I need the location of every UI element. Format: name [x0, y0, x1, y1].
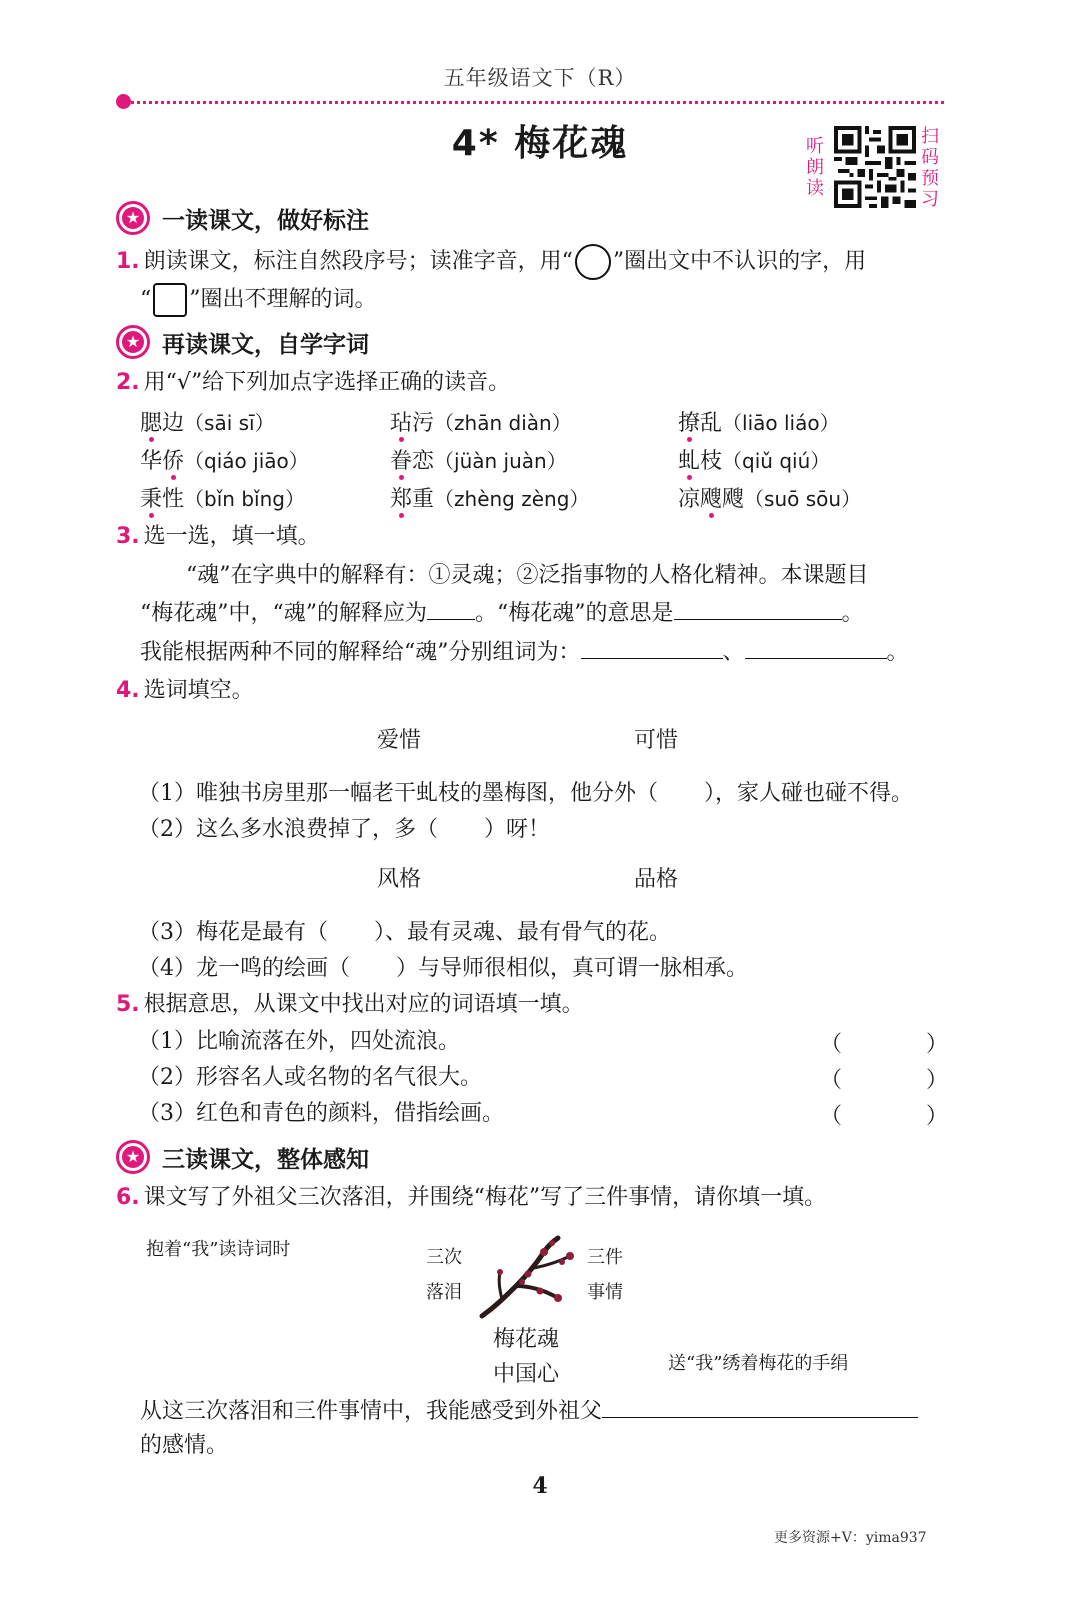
word-option: 品格 [634, 867, 679, 892]
pinyin-choice-item[interactable]: 虬枝（qiǔ qiú） [678, 449, 831, 474]
pinyin-choice-item[interactable]: 玷污（zhān diàn） [390, 411, 572, 436]
section-title: 一读课文，做好标注 [162, 207, 369, 234]
emphasis-dot-char: 飕 [700, 487, 723, 512]
pinyin-options[interactable]: （zhèng zèng） [434, 487, 590, 511]
answer-blank[interactable] [427, 619, 475, 620]
star-badge-icon: ★ [116, 325, 150, 359]
emphasis-dot-char: 眷 [390, 449, 413, 474]
q4-sentence-2: （2）这么多水浪费掉了，多（ ）呀！ [138, 817, 551, 842]
q4-sentence-4: （4）龙一鸣的绘画（ ）与导师很相似，真可谓一脉相承。 [138, 956, 749, 981]
page-header: 五年级语文下（R） [443, 66, 637, 90]
q3-line-1: “魂”在字典中的解释有：①灵魂；②泛指事物的人格化精神。本课题目 [186, 563, 869, 588]
section-title: 再读课文，自学字词 [162, 331, 369, 358]
star-badge-icon: ★ [116, 1140, 150, 1174]
diagram-center-left-2: 落泪 [426, 1282, 462, 1303]
answer-paren-close: ） [926, 1104, 949, 1129]
section-3-heading [116, 1137, 369, 1177]
pinyin-options[interactable]: （bǐn bǐng） [184, 487, 305, 511]
diagram-left-label: 抱着“我”读诗词时 [146, 1239, 291, 1260]
q4-sentence-1: （1）唯独书房里那一幅老干虬枝的墨梅图，他分外（ ），家人碰也碰不得。 [138, 781, 914, 806]
q3-line-2: “梅花魂”中，“魂”的解释应为 。“梅花魂”的意思是 。 [140, 601, 864, 626]
answer-paren-close: ） [926, 1032, 949, 1057]
section-1-heading [116, 198, 369, 238]
pinyin-options[interactable]: （qiáo jiāo） [184, 449, 309, 473]
answer-paren-open[interactable]: （ [820, 1032, 843, 1057]
q1-line-2: “ ”圈出不理解的词。 [140, 283, 377, 317]
section-title: 三读课文，整体感知 [162, 1146, 369, 1173]
q2-prompt: 2. 用“√”给下列加点字选择正确的读音。 [116, 370, 511, 395]
pinyin-choice-item[interactable]: 郑重（zhèng zèng） [390, 487, 590, 512]
diagram-right-label: 送“我”绣着梅花的手绢 [668, 1353, 849, 1374]
star-badge-icon: ★ [116, 201, 150, 235]
diagram-center-right-1: 三件 [587, 1247, 623, 1268]
diagram-center-title-1: 梅花魂 [493, 1327, 560, 1352]
diagram-center-left-1: 三次 [426, 1247, 462, 1268]
page-number: 4 [532, 1473, 548, 1499]
pinyin-choice-item[interactable]: 眷恋（jüàn juàn） [390, 449, 567, 474]
emphasis-dot-char: 秉 [140, 487, 163, 512]
answer-blank[interactable] [745, 658, 887, 659]
emphasis-dot-char: 腮 [140, 411, 163, 436]
circle-mark-icon [575, 244, 611, 280]
pinyin-choice-item[interactable]: 华侨（qiáo jiāo） [140, 449, 309, 474]
q6-prompt: 6. 课文写了外祖父三次落泪，并围绕“梅花”写了三件事情，请你填一填。 [116, 1185, 827, 1210]
answer-paren-open[interactable]: （ [820, 1104, 843, 1129]
q1-line-1: 1. 朗读课文，标注自然段序号；读准字音，用“ ”圈出文中不认识的字，用 [116, 244, 866, 280]
pinyin-options[interactable]: （suō sōu） [744, 487, 862, 511]
pinyin-choice-item[interactable]: 腮边（sāi sī） [140, 411, 275, 436]
answer-blank[interactable] [581, 658, 723, 659]
word-option: 爱惜 [377, 728, 422, 753]
q4-sentence-3: （3）梅花是最有（ ）、最有灵魂、最有骨气的花。 [138, 920, 672, 945]
emphasis-dot-char: 玷 [390, 411, 413, 436]
q5-prompt: 5. 根据意思，从课文中找出对应的词语填一填。 [116, 992, 584, 1017]
footer-note: 更多资源+V：yima937 [774, 1530, 927, 1546]
pinyin-choice-item[interactable]: 凉飕飕（suō sōu） [678, 487, 862, 512]
pinyin-choice-item[interactable]: 秉性（bǐn bǐng） [140, 487, 305, 512]
word-option: 风格 [377, 867, 422, 892]
pinyin-choice-item[interactable]: 撩乱（liāo liáo） [678, 411, 840, 436]
q3-line-3: 我能根据两种不同的解释给“魂”分别组词为： 、 。 [140, 640, 909, 665]
answer-blank[interactable] [674, 619, 842, 620]
emphasis-dot-char: 侨 [162, 449, 185, 474]
pinyin-options[interactable]: （sāi sī） [184, 411, 275, 435]
q5-item-1: （1）比喻流落在外，四处流浪。 [138, 1029, 460, 1054]
q4-prompt: 4. 选词填空。 [116, 678, 254, 703]
emphasis-dot-char: 虬 [678, 449, 701, 474]
emphasis-dot-char: 郑 [390, 487, 413, 512]
header-dotted-divider [124, 101, 944, 104]
qr-right-label: 扫码预习 [921, 126, 939, 210]
q5-item-2: （2）形容名人或名物的名气很大。 [138, 1065, 482, 1090]
plum-blossom-icon [478, 1234, 582, 1320]
lesson-title: 4* 梅花魂 [451, 123, 629, 164]
section-2-heading [116, 322, 369, 362]
word-option: 可惜 [634, 728, 679, 753]
pinyin-options[interactable]: （jüàn juàn） [434, 449, 567, 473]
q5-item-3: （3）红色和青色的颜料，借指绘画。 [138, 1101, 504, 1126]
answer-paren-close: ） [926, 1068, 949, 1093]
q6-feel-line-1: 从这三次落泪和三件事情中，我能感受到外祖父 [140, 1397, 918, 1427]
diagram-center-title-2: 中国心 [493, 1362, 560, 1387]
pinyin-options[interactable]: （qiǔ qiú） [722, 449, 831, 473]
diagram-center-right-2: 事情 [587, 1282, 623, 1303]
emphasis-dot-char: 撩 [678, 411, 701, 436]
pinyin-options[interactable]: （liāo liáo） [722, 411, 840, 435]
square-mark-icon [153, 283, 187, 317]
answer-blank[interactable] [602, 1417, 918, 1418]
answer-paren-open[interactable]: （ [820, 1068, 843, 1093]
qr-code-icon[interactable] [834, 126, 916, 208]
qr-left-label: 听朗读 [806, 136, 824, 199]
q6-feel-line-2: 的感情。 [140, 1433, 229, 1458]
pinyin-options[interactable]: （zhān diàn） [434, 411, 572, 435]
q3-prompt: 3. 选一选，填一填。 [116, 524, 320, 549]
